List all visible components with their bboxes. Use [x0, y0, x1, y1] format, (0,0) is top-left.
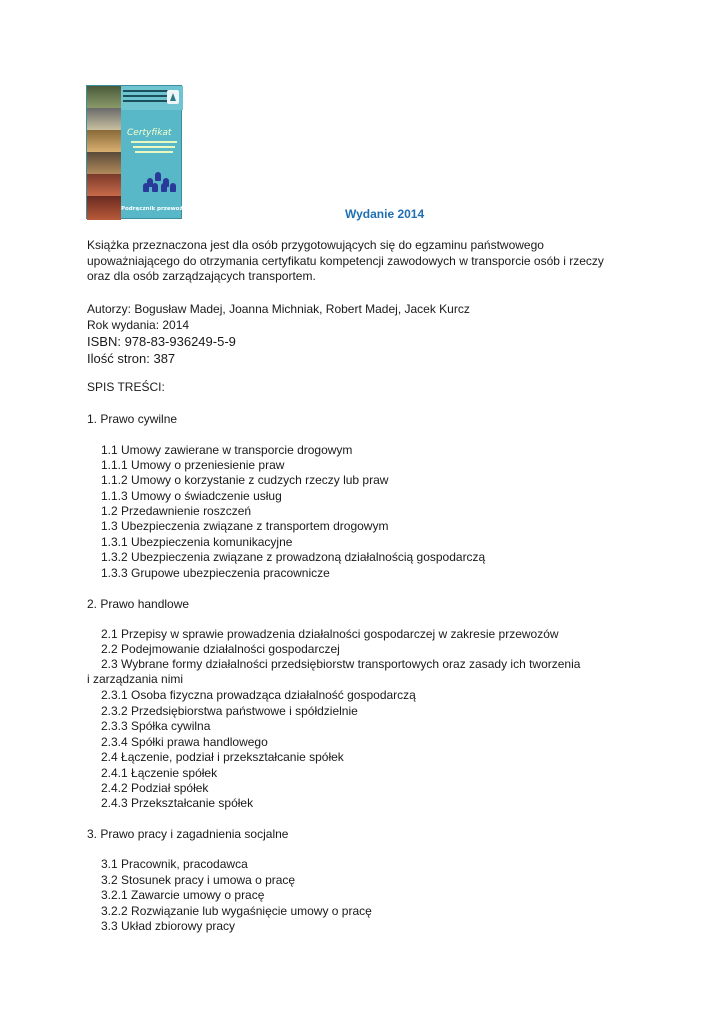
book-metadata — [87, 302, 470, 367]
toc-item: 1.2 Przedawnienie roszczeń — [101, 504, 252, 518]
toc-item: 1.1.3 Umowy o świadczenie usług — [101, 489, 282, 503]
toc-item: 1.3.1 Ubezpieczenia komunikacyjne — [101, 535, 293, 549]
toc-item: 3.3 Układ zbiorowy pracy — [101, 919, 236, 933]
toc-item: 3.2 Stosunek pracy i umowa o pracę — [101, 873, 296, 887]
publisher-logo-icon — [167, 90, 179, 104]
publication-year: Rok wydania: 2014 — [87, 317, 190, 332]
cover-bottom-label: Podręcznik przewoźnika — [121, 206, 196, 212]
toc-item: 1.1 Umowy zawierane w transporcie drogowym — [101, 443, 353, 457]
cover-subtitle-line — [133, 146, 175, 148]
cover-photo — [87, 130, 121, 152]
toc-title: SPIS TREŚCI: — [87, 380, 165, 394]
toc-item: 2.2 Podejmowanie działalności gospodarczej — [101, 642, 340, 656]
toc-section: 2. Prawo handlowe — [87, 597, 190, 611]
people-illustration-icon — [143, 172, 177, 192]
cover-photo — [87, 108, 121, 130]
toc-item-continuation: i zarządzania nimi — [87, 672, 184, 686]
toc-item: 1.1.1 Umowy o przeniesienie praw — [101, 458, 285, 472]
toc-item: 2.3.4 Spółki prawa handlowego — [101, 735, 268, 749]
toc-item: 2.1 Przepisy w sprawie prowadzenia działalności gospodarczej w zakresie przewozów — [101, 627, 559, 641]
cover-title: Certyfikat — [127, 128, 172, 138]
toc-item: 3.1 Pracownik, pracodawca — [101, 857, 248, 871]
cover-photo — [87, 86, 121, 108]
toc-item: 1.1.2 Umowy o korzystanie z cudzych rzeczy lub praw — [101, 473, 389, 487]
cover-subtitle-line — [131, 141, 177, 143]
cover-subtitle-line — [135, 151, 173, 153]
toc-item: 1.3.3 Grupowe ubezpieczenia pracownicze — [101, 566, 330, 580]
toc-item: 2.4.3 Przekształcanie spółek — [101, 796, 254, 810]
toc-item: 2.3.1 Osoba fizyczna prowadząca działalność gospodarczą — [101, 688, 416, 702]
toc-item: 3.2.1 Zawarcie umowy o pracę — [101, 888, 265, 902]
toc-item: 2.4 Łączenie, podział i przekształcanie spółek — [101, 750, 344, 764]
intro-paragraph: Książka przeznaczona jest dla osób przygotowujących się do egzaminu państwowego upoważniającego do otrzymania certyfikatu kompetencji zawodowych w transporcie osób i rzeczy oraz dla osób zarządzających transportem. — [87, 238, 604, 283]
cover-photo — [87, 152, 121, 174]
cover-photo — [87, 196, 121, 220]
toc-section: 3. Prawo pracy i zagadnienia socjalne — [87, 827, 289, 841]
toc-item: 3.2.2 Rozwiązanie lub wygaśnięcie umowy o pracę — [101, 904, 372, 918]
authors: Autorzy: Bogusław Madej, Joanna Michniak, Robert Madej, Jacek Kurcz — [87, 302, 470, 316]
toc-item: 2.3 Wybrane formy działalności przedsiębiorstw transportowych oraz zasady ich tworzenia — [101, 657, 581, 671]
page-count: Ilość stron: 387 — [87, 351, 176, 366]
toc-item: 2.4.1 Łączenie spółek — [101, 766, 218, 780]
toc-item: 1.3 Ubezpieczenia związane z transportem drogowym — [101, 519, 389, 533]
book-cover-image — [86, 85, 196, 219]
isbn: ISBN: 978-83-936249-5-9 — [87, 334, 236, 349]
toc-item: 2.4.2 Podział spółek — [101, 781, 209, 795]
edition-heading: Wydanie 2014 — [345, 207, 425, 221]
toc-item: 2.3.2 Przedsiębiorstwa państwowe i spółdzielnie — [101, 704, 358, 718]
toc-item: 1.3.2 Ubezpieczenia związane z prowadzoną działalnością gospodarczą — [101, 550, 486, 564]
toc-section: 1. Prawo cywilne — [87, 412, 178, 426]
toc-item: 2.3.3 Spółka cywilna — [101, 719, 211, 733]
cover-photo — [87, 174, 121, 196]
